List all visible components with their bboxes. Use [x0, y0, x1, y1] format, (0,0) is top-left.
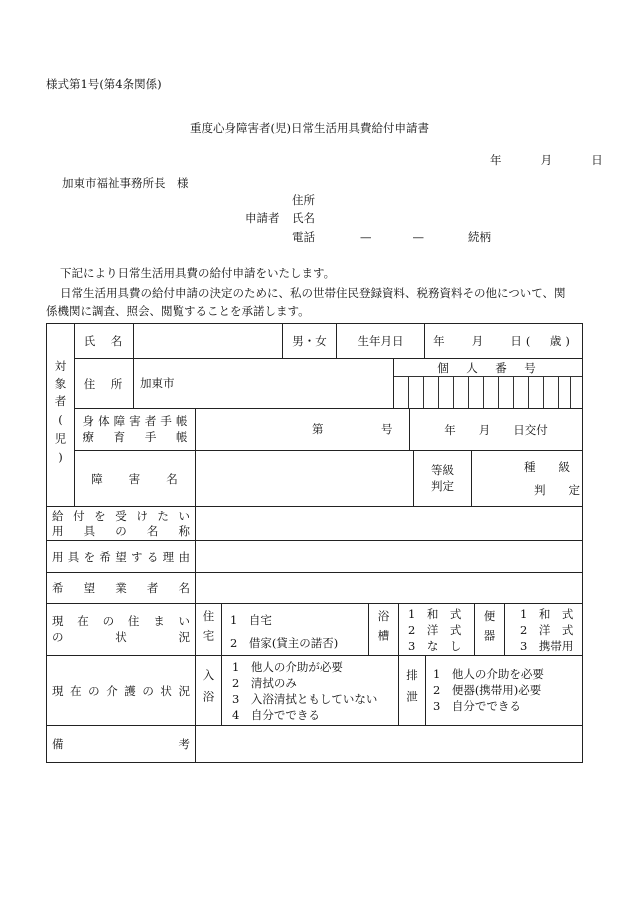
excretion-options[interactable] — [433, 667, 544, 715]
address-value[interactable]: 加東市 — [140, 376, 175, 390]
address-label: 住 所 — [83, 376, 125, 391]
care-label — [47, 656, 195, 725]
toilet-options[interactable] — [520, 607, 573, 655]
grade-label-bottom: 判定 — [431, 478, 454, 493]
house-option-own[interactable]: 1 自宅 — [230, 613, 272, 627]
applicant-phone-dashes: — — — [360, 230, 430, 244]
toilet-option-japanese[interactable]: 1 和 式 — [520, 607, 574, 621]
house-label: 住宅 — [201, 610, 216, 649]
housing-label-top: 現在の住まい — [52, 613, 190, 628]
bathing-option-assist[interactable]: 1 他人の介助が必要 — [232, 660, 343, 674]
house-options[interactable] — [230, 609, 338, 655]
applicant-label: 申請者 — [245, 211, 280, 225]
reason-label — [47, 541, 195, 572]
house-option-rent[interactable]: 2 借家(貸主の諾否) — [230, 636, 339, 650]
reason-input[interactable] — [196, 541, 582, 572]
personal-number-label: 個 人 番 号 — [437, 360, 539, 375]
bath-label: 浴槽 — [376, 610, 391, 649]
type-label-bottom: 判 定 — [534, 483, 580, 497]
vendor-input[interactable] — [196, 573, 582, 603]
excretion-option-self[interactable]: 3 自分でできる — [433, 698, 521, 713]
handbook-label-rehab: 療 育 手 帳 — [82, 429, 188, 444]
handbook-label — [75, 409, 195, 450]
body-line-2: 日常生活用具費の給付申請の決定のために、私の世帯住民登録資料、税務資料その他について、関 — [60, 286, 566, 300]
bath-option-japanese[interactable]: 1 和 式 — [408, 607, 462, 621]
birthdate-value[interactable]: 年 月 日( 歳) — [433, 334, 574, 348]
bath-option-western[interactable]: 2 洋 式 — [408, 622, 462, 637]
housing-label-bottom: の 状 況 — [52, 629, 190, 644]
bathing-options[interactable] — [232, 660, 377, 723]
toilet-option-western[interactable]: 2 洋 式 — [520, 622, 574, 637]
form-number: 様式第1号(第4条関係) — [46, 77, 162, 91]
vendor-label-text: 希望業者名 — [52, 581, 190, 595]
excretion-option-portable[interactable]: 2 便器(携帯用)必要 — [433, 682, 542, 697]
bath-option-none[interactable]: 3 な し — [408, 638, 462, 653]
disability-input[interactable] — [196, 451, 412, 506]
bathing-label: 入浴 — [201, 669, 216, 712]
bathing-option-self[interactable]: 4 自分でできる — [232, 707, 320, 722]
gender-label[interactable]: 男・女 — [292, 334, 327, 348]
item-name-label-top: 給付を受けたい — [52, 509, 190, 524]
toilet-option-portable[interactable]: 3 携帯用 — [520, 638, 574, 653]
applicant-phone-label: 電話 — [292, 230, 315, 244]
remarks-label — [47, 726, 195, 762]
bath-options[interactable] — [408, 607, 461, 655]
name-value-field[interactable] — [134, 324, 282, 358]
grade-label-top: 等級 — [431, 462, 454, 477]
birthdate-label: 生年月日 — [357, 334, 404, 348]
personal-number-input[interactable] — [394, 377, 582, 408]
item-name-input[interactable] — [196, 507, 582, 540]
body-line-1: 下記により日常生活用具費の給付申請をいたします。 — [60, 266, 336, 280]
excretion-label: 排泄 — [405, 669, 419, 712]
vendor-label — [47, 573, 195, 603]
issue-date[interactable]: 年 月 日交付 — [444, 422, 548, 437]
subject-label: 対象者(児) — [53, 360, 68, 470]
addressee: 加東市福祉事務所長 様 — [62, 176, 189, 190]
bathing-option-neither[interactable]: 3 入浴清拭ともしていない — [232, 691, 378, 706]
number-label-prefix: 第 — [312, 422, 324, 436]
handbook-label-physical: 身体障害者手帳 — [82, 413, 188, 428]
applicant-address-label: 住所 — [292, 193, 315, 207]
remarks-label-text: 備 考 — [52, 737, 190, 751]
disability-label: 障 害 名 — [91, 471, 179, 486]
item-name-label-bottom: 用具の名称 — [52, 523, 190, 538]
date-line: 年 月 日 — [490, 153, 611, 167]
type-label-top: 種 級 — [524, 460, 570, 474]
reason-label-text: 用具を希望する理由 — [52, 549, 190, 564]
item-name-label — [47, 507, 195, 540]
body-line-3: 係機関に調査、照会、閲覧することを承諾します。 — [46, 304, 310, 318]
care-label-text: 現在の介護の状況 — [52, 683, 190, 698]
number-label-suffix: 号 — [381, 422, 393, 436]
grade-label — [414, 451, 471, 506]
applicant-relation-label: 続柄 — [468, 230, 491, 244]
name-label: 氏 名 — [83, 334, 125, 348]
bathing-option-wipe[interactable]: 2 清拭のみ — [232, 675, 297, 690]
form-title: 重度心身障害者(児)日常生活用具費給付申請書 — [190, 121, 429, 135]
applicant-name-label: 氏名 — [292, 211, 315, 225]
remarks-input[interactable] — [196, 726, 582, 762]
toilet-label: 便器 — [482, 610, 497, 649]
excretion-option-assist[interactable]: 1 他人の介助を必要 — [433, 667, 544, 681]
housing-label — [47, 604, 195, 655]
